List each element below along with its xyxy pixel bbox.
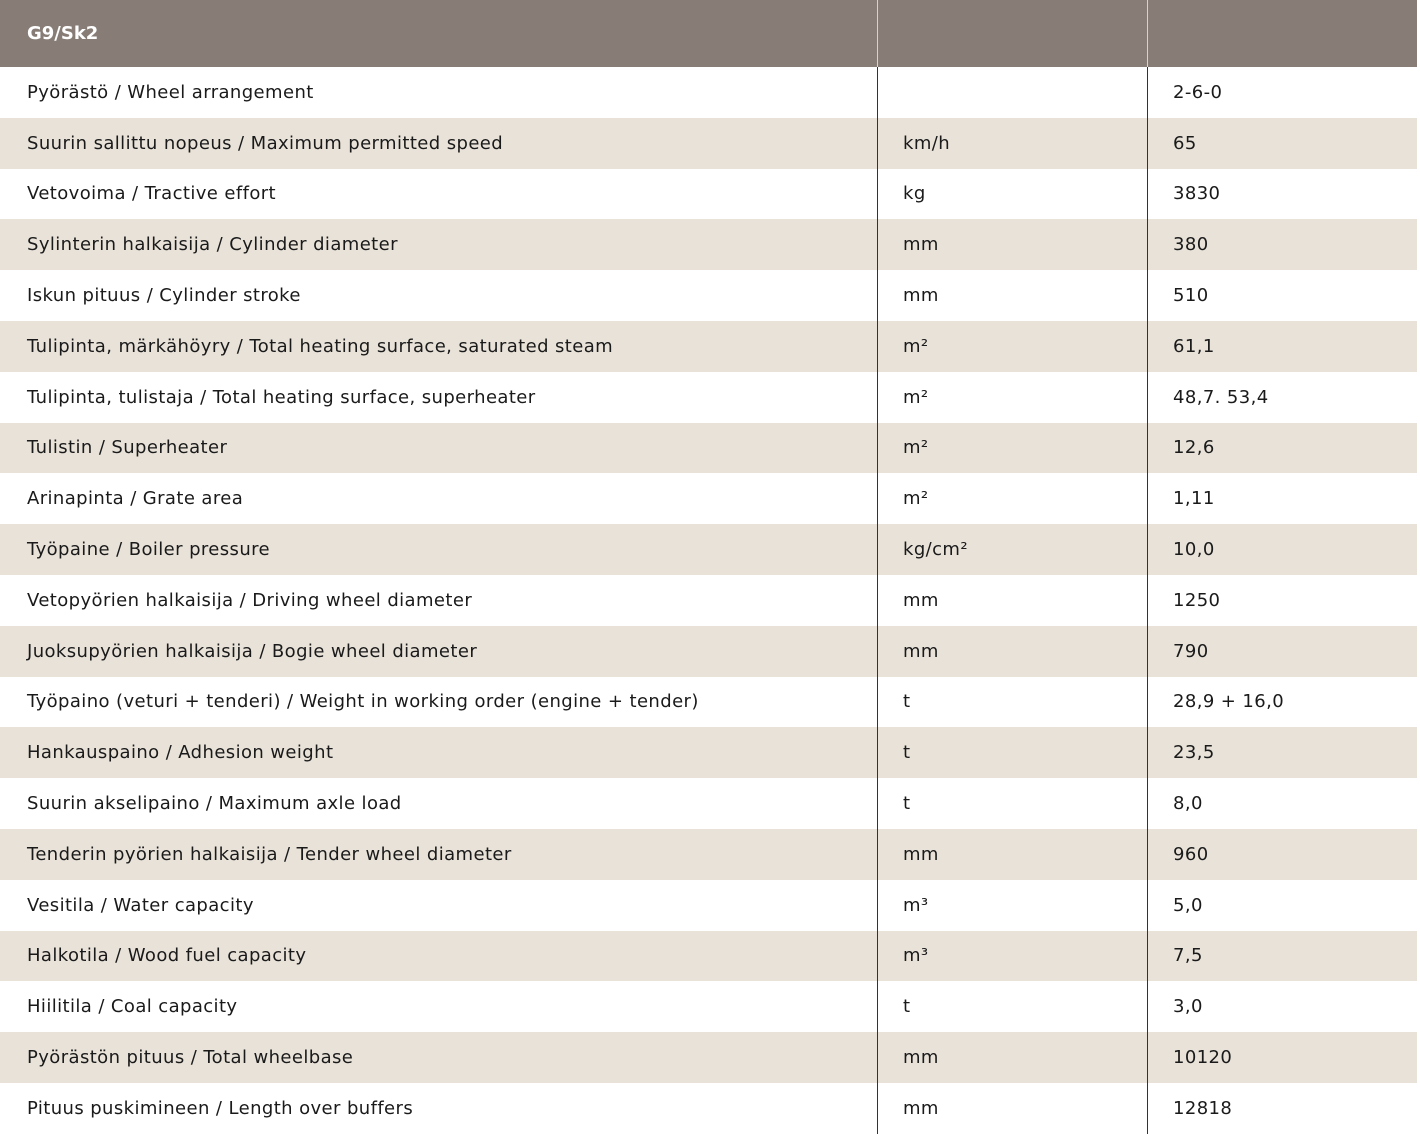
- row-label: Halkotila / Wood fuel capacity: [27, 945, 307, 967]
- table-row: [0, 118, 1417, 169]
- row-unit: t: [877, 981, 1147, 1032]
- row-unit: mm: [877, 626, 1147, 677]
- row-value: 65: [1147, 118, 1417, 169]
- row-unit: m³: [877, 880, 1147, 931]
- table-row: [0, 880, 1417, 931]
- row-unit: mm: [877, 270, 1147, 321]
- row-value: 10,0: [1147, 524, 1417, 575]
- row-value: 510: [1147, 270, 1417, 321]
- row-unit: m²: [877, 372, 1147, 423]
- row-unit: mm: [877, 829, 1147, 880]
- header-title: G9/Sk2: [27, 23, 99, 44]
- row-unit: kg: [877, 169, 1147, 220]
- header-value: [1147, 0, 1417, 67]
- row-label: Pituus puskimineen / Length over buffers: [27, 1097, 414, 1119]
- row-value: 8,0: [1147, 778, 1417, 829]
- row-value: 48,7. 53,4: [1147, 372, 1417, 423]
- row-unit: m³: [877, 931, 1147, 982]
- table-row: [0, 524, 1417, 575]
- row-unit: mm: [877, 575, 1147, 626]
- table-row: [0, 829, 1417, 880]
- table-row: [0, 1083, 1417, 1134]
- table-row: [0, 677, 1417, 728]
- row-label: Vetopyörien halkaisija / Driving wheel diameter: [27, 589, 473, 611]
- row-unit: mm: [877, 1032, 1147, 1083]
- row-unit: t: [877, 778, 1147, 829]
- row-value: 2-6-0: [1147, 67, 1417, 118]
- row-value: 3,0: [1147, 981, 1417, 1032]
- row-unit: km/h: [877, 118, 1147, 169]
- row-label: Tenderin pyörien halkaisija / Tender wheel diameter: [27, 843, 512, 865]
- row-value: 12,6: [1147, 423, 1417, 474]
- table-row: [0, 321, 1417, 372]
- row-label: Vesitila / Water capacity: [27, 894, 254, 916]
- row-value: 1,11: [1147, 473, 1417, 524]
- row-value: 28,9 + 16,0: [1147, 677, 1417, 728]
- table-row: [0, 575, 1417, 626]
- row-label: Hiilitila / Coal capacity: [27, 996, 238, 1018]
- row-value: 23,5: [1147, 727, 1417, 778]
- table-row: [0, 67, 1417, 118]
- row-unit: t: [877, 677, 1147, 728]
- table-row: [0, 1032, 1417, 1083]
- row-value: 5,0: [1147, 880, 1417, 931]
- row-label: Tulipinta, märkähöyry / Total heating surface, saturated steam: [27, 335, 614, 357]
- row-label: Iskun pituus / Cylinder stroke: [27, 285, 301, 307]
- row-unit: kg/cm²: [877, 524, 1147, 575]
- row-unit: [877, 67, 1147, 118]
- row-label: Työpaino (veturi + tenderi) / Weight in working order (engine + tender): [27, 691, 699, 713]
- row-label: Arinapinta / Grate area: [27, 488, 244, 510]
- row-label: Pyörästön pituus / Total wheelbase: [27, 1047, 354, 1069]
- row-label: Tulipinta, tulistaja / Total heating surface, superheater: [27, 386, 536, 408]
- row-label: Tulistin / Superheater: [27, 437, 228, 459]
- row-value: 10120: [1147, 1032, 1417, 1083]
- table-body: [0, 67, 1417, 1134]
- row-unit: mm: [877, 219, 1147, 270]
- row-value: 61,1: [1147, 321, 1417, 372]
- table-row: [0, 778, 1417, 829]
- row-label: Juoksupyörien halkaisija / Bogie wheel diameter: [27, 640, 478, 662]
- row-unit: m²: [877, 423, 1147, 474]
- row-label: Suurin sallittu nopeus / Maximum permitted speed: [27, 132, 504, 154]
- table-row: [0, 931, 1417, 982]
- row-unit: t: [877, 727, 1147, 778]
- table-row: [0, 372, 1417, 423]
- table-row: [0, 169, 1417, 220]
- table-row: [0, 219, 1417, 270]
- row-label: Pyörästö / Wheel arrangement: [27, 81, 314, 103]
- row-value: 1250: [1147, 575, 1417, 626]
- row-value: 3830: [1147, 169, 1417, 220]
- table-row: [0, 473, 1417, 524]
- row-value: 380: [1147, 219, 1417, 270]
- table-header: [0, 0, 1417, 67]
- table-row: [0, 423, 1417, 474]
- table-row: [0, 626, 1417, 677]
- row-label: Suurin akselipaino / Maximum axle load: [27, 793, 402, 815]
- row-unit: mm: [877, 1083, 1147, 1134]
- header-unit: [877, 0, 1147, 67]
- row-label: Hankauspaino / Adhesion weight: [27, 742, 334, 764]
- table-row: [0, 981, 1417, 1032]
- row-value: 960: [1147, 829, 1417, 880]
- table-row: [0, 270, 1417, 321]
- row-value: 12818: [1147, 1083, 1417, 1134]
- row-value: 790: [1147, 626, 1417, 677]
- row-value: 7,5: [1147, 931, 1417, 982]
- row-label: Työpaine / Boiler pressure: [27, 539, 271, 561]
- row-label: Sylinterin halkaisija / Cylinder diameter: [27, 234, 398, 256]
- row-unit: m²: [877, 321, 1147, 372]
- row-label: Vetovoima / Tractive effort: [27, 183, 277, 205]
- row-unit: m²: [877, 473, 1147, 524]
- table-row: [0, 727, 1417, 778]
